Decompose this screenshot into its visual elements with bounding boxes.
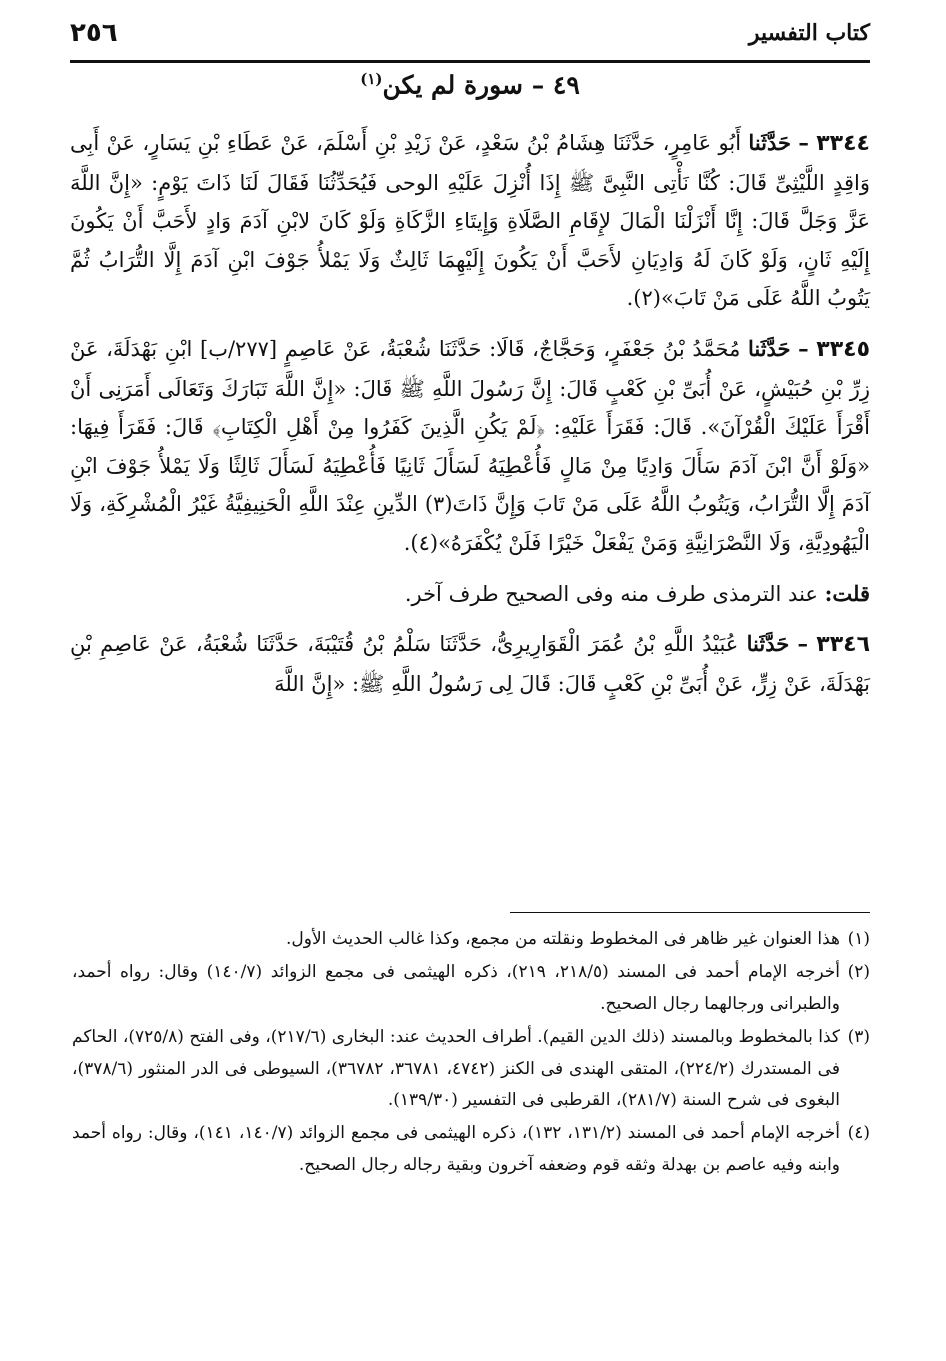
footnote-separator — [510, 912, 870, 913]
hadith-3345 — [70, 330, 870, 563]
hadith-number: ٣٣٤٤ — [816, 131, 870, 156]
surah-title-text: ٤٩ – سورة لم يكن — [382, 70, 580, 100]
footnote-item — [72, 1022, 870, 1116]
hadith-text: عُبَيْدُ اللَّهِ بْنُ عُمَرَ الْقَوَارِيرِىُّ، حَدَّثَنَا سَلْمُ بْنُ قُتَيْبَةَ، حَدَّثَنَا شُعْبَةُ، عَنْ عَاصِمِ بْنِ بَهْدَلَةَ، عَنْ زِرٍّ، عَنْ أُبَىِّ بْنِ كَعْبٍ قَالَ: قَالَ لِى رَسُولُ اللَّهِ ﷺ: «إِنَّ اللَّهَ — [70, 632, 870, 696]
header-rule — [70, 60, 870, 63]
footnote-number: (١) — [847, 929, 870, 949]
hadith-separator: – — [797, 631, 808, 657]
surah-title — [70, 70, 870, 99]
hadith-number: ٣٣٤٥ — [816, 336, 871, 362]
book-title: كتاب التفسير — [748, 20, 870, 46]
footnote-text: كذا بالمخطوط وبالمسند (ذلك الدين القيم). أطراف الحديث عند: البخارى (٢١٧/٦)، وفى الفتح (٧٢٥/٨)، الحاكم فى المستدرك (٢٢٤/٢)، المتقى الهندى فى الكنز (٤٧٤٢، ٣٦٧٨١، ٣٦٧٨٢)، السيوطى فى الدر المنثور (٣٧٨/٦)، البغوى فى شرح السنة (٢٨١/٧)، القرطبى فى التفسير (١٣٩/٣٠). — [72, 1027, 840, 1111]
note-text: عند الترمذى طرف منه وفى الصحيح طرف آخر. — [404, 581, 818, 606]
footnote-number: (٣) — [847, 1027, 870, 1048]
note-label: قلت: — [824, 580, 870, 606]
main-text — [70, 124, 870, 715]
hadith-text: أَبُو عَامِرٍ، حَدَّثَنَا هِشَامُ بْنُ سَعْدٍ، عَنْ زَيْدِ بْنِ أَسْلَمَ، عَنْ عَطَاءِ بْنِ يَسَارٍ، عَنْ أَبِى وَاقِدٍ اللَّيْثِىِّ قَالَ: كُنَّا نَأْتِى النَّبِىَّ ﷺ إِذَا أُنْزِلَ عَلَيْهِ الوحى فَيُحَدِّثُنَا فَقَالَ لَنَا ذَاتَ يَوْمٍ: «إِنَّ اللَّهَ عَزَّ وَجَلَّ قَالَ: إِنَّا أَنْزَلْنَا الْمَالَ لإِقَامِ الصَّلَاةِ وَإِيتَاءِ الزَّكَاةِ وَلَوْ كَانَ لابْنِ آدَمَ وَادٍ لأَحَبَّ أَنْ يَكُونَ إِلَيْهِ ثَانٍ، وَلَوْ كَانَ لَهُ وَادِيَانِ لأَحَبَّ أَنْ يَكُونَ إِلَيْهِمَا ثَالِثٌ وَلَا يَمْلأُ جَوْفَ ابْنِ آدَمَ إِلَّا التُّرَابُ ثُمَّ يَتُوبُ اللَّهُ عَلَى مَنْ تَابَ»(٢). — [70, 131, 870, 311]
page-number: ٢٥٦ — [70, 18, 118, 48]
hadith-opening: حَدَّثَنا — [747, 335, 791, 361]
footnote-text: أخرجه الإمام أحمد فى المسند (٢١٨/٥، ٢١٩)، ذكره الهيثمى فى مجمع الزوائد (١٤٠/٧) وقال: رواه أحمد، والطبرانى ورجالهما رجال الصحيح. — [72, 962, 840, 1014]
footnote-text: أخرجه الإمام أحمد فى المسند (١٣١/٢، ١٣٢)، ذكره الهيثمى فى مجمع الزوائد (١٤٠/٧، ١٤١)، وقال: رواه أحمد وابنه وفيه عاصم بن بهدلة وثقه قوم وضعفه آخرون وبقية رجاله رجال الصحيح. — [72, 1123, 840, 1175]
hadith-text: مُحَمَّدُ بْنُ جَعْفَرٍ، وَحَجَّاجٌ، قَالَا: حَدَّثَنَا شُعْبَةُ، عَنْ عَاصِمٍ [٢٧٧/ب] ابْنِ بَهْدَلَةَ، عَنْ زِرِّ بْنِ حُبَيْشٍ، عَنْ أُبَىِّ بْنِ كَعْبٍ قَالَ: إِنَّ رَسُولَ اللَّهِ ﷺ قَالَ: «إِنَّ اللَّهَ تَبَارَكَ وَتَعَالَى أَمَرَنِى أَنْ أَقْرَأَ عَلَيْكَ الْقُرْآنَ». قَالَ: فَقَرَأَ عَلَيْهِ: ﴿لَمْ يَكُنِ الَّذِينَ كَفَرُوا مِنْ أَهْلِ الْكِتَابِ﴾ قَالَ: فَقَرَأَ فِيهَا: «وَلَوْ أَنَّ ابْنَ آدَمَ سَأَلَ وَادِيًا مِنْ مَالٍ فَأُعْطِيَهُ لَسَأَلَ ثَانِيًا فَأُعْطِيَهُ لَسَأَلَ ثَالِثًا وَلَا يَمْلأُ جَوْفَ ابْنِ آدَمَ إِلَّا التُّرَابُ، وَيَتُوبُ اللَّهُ عَلَى مَنْ تَابَ وَإِنَّ ذَاتَ(٣) الدِّينِ عِنْدَ اللَّهِ الْحَنِيفِيَّةُ غَيْرُ الْمُشْرِكَةِ، وَلَا الْيَهُودِيَّةِ، وَلَا النَّصْرَانِيَّةِ وَمَنْ يَفْعَلْ خَيْرًا فَلَنْ يُكْفَرَهُ»(٤). — [70, 336, 870, 555]
footnote-item — [72, 924, 870, 955]
page-header — [70, 18, 870, 58]
hadith-number: ٣٣٤٦ — [816, 632, 870, 658]
hadith-separator: – — [798, 335, 809, 361]
hadith-3344 — [70, 124, 870, 318]
footnotes — [72, 924, 870, 1183]
footnote-text: هذا العنوان غير ظاهر فى المخطوط ونقلته من مجمع، وكذا غالب الحديث الأول. — [286, 929, 840, 949]
footnote-number: (٤) — [847, 1123, 870, 1144]
hadith-separator: – — [798, 130, 809, 155]
footnote-item — [72, 957, 870, 1020]
hadith-3346 — [70, 625, 870, 703]
footnote-number: (٢) — [847, 962, 870, 983]
surah-footnote-ref: (١) — [360, 70, 383, 88]
hadith-opening: حَدَّثَنا — [746, 631, 790, 657]
hadith-opening: حَدَّثَنا — [748, 130, 792, 155]
footnote-item — [72, 1118, 870, 1181]
author-note — [70, 575, 870, 614]
